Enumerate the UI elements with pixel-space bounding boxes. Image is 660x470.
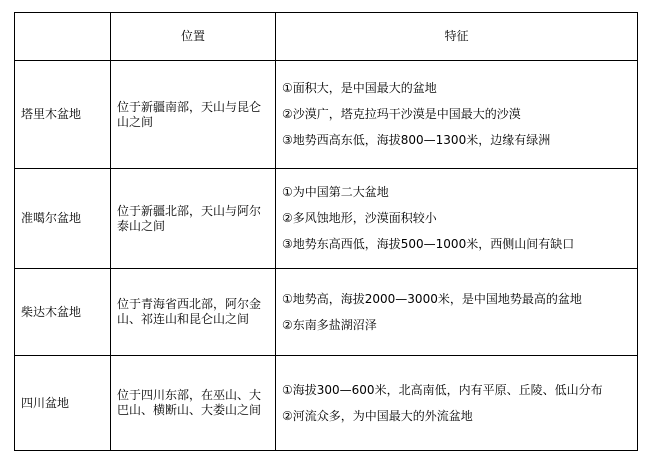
header-row bbox=[15, 13, 638, 61]
feature-item: ②河流众多，为中国最大的外流盆地 bbox=[282, 408, 473, 423]
feature-item: ③地势西高东低，海拔800—1300米，边缘有绿洲 bbox=[282, 133, 551, 147]
basins-table bbox=[14, 12, 638, 451]
header-cell-features: 特征 bbox=[276, 13, 638, 61]
basin-name: 准噶尔盆地 bbox=[15, 169, 111, 269]
feature-item: ③地势东高西低，海拔500—1000米，西侧山间有缺口 bbox=[282, 237, 575, 251]
feature-item: ②多风蚀地形，沙漠面积较小 bbox=[282, 211, 437, 225]
table-row bbox=[15, 269, 638, 356]
feature-item: ①地势高，海拔2000—3000米，是中国地势最高的盆地 bbox=[282, 291, 582, 306]
feature-item: ①为中国第二大盆地 bbox=[282, 185, 389, 199]
basin-location: 位于新疆南部，天山与昆仑山之间 bbox=[111, 61, 276, 169]
basin-location: 位于青海省西北部，阿尔金山、祁连山和昆仑山之间 bbox=[111, 269, 276, 356]
basin-features bbox=[276, 356, 638, 451]
feature-item: ①面积大，是中国最大的盆地 bbox=[282, 81, 437, 95]
header-cell-location: 位置 bbox=[111, 13, 276, 61]
table-row bbox=[15, 169, 638, 269]
header-cell-name bbox=[15, 13, 111, 61]
basin-name: 柴达木盆地 bbox=[15, 269, 111, 356]
feature-item: ②沙漠广，塔克拉玛干沙漠是中国最大的沙漠 bbox=[282, 107, 521, 121]
basin-features bbox=[276, 61, 638, 169]
basin-features bbox=[276, 269, 638, 356]
table-row bbox=[15, 356, 638, 451]
table-row bbox=[15, 61, 638, 169]
basin-location: 位于四川东部，在巫山、大巴山、横断山、大娄山之间 bbox=[111, 356, 276, 451]
feature-item: ①海拔300—600米，北高南低，内有平原、丘陵、低山分布 bbox=[282, 382, 603, 397]
basin-location: 位于新疆北部，天山与阿尔泰山之间 bbox=[111, 169, 276, 269]
basin-name: 塔里木盆地 bbox=[15, 61, 111, 169]
basin-name: 四川盆地 bbox=[15, 356, 111, 451]
basin-features bbox=[276, 169, 638, 269]
feature-item: ②东南多盐湖沼泽 bbox=[282, 317, 377, 332]
